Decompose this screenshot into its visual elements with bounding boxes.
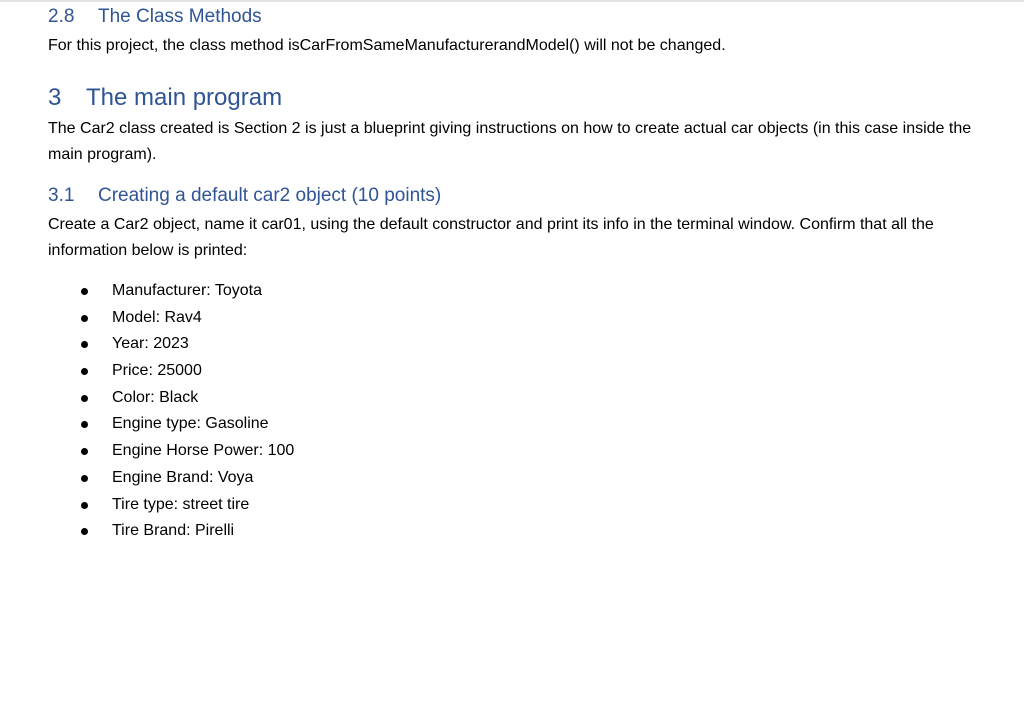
heading-title: The main program	[86, 84, 283, 111]
list-item-text: Price: 25000	[112, 362, 202, 380]
list-item-text: Model: Rav4	[112, 308, 202, 326]
bullet-icon	[81, 368, 88, 375]
heading-class-methods	[48, 6, 262, 28]
heading-title: Creating a default car2 object (10 points)	[98, 185, 442, 206]
list-item-text: Color: Black	[112, 388, 199, 406]
list-item-text: Engine type: Gasoline	[112, 415, 269, 433]
page-top-border	[0, 0, 1024, 2]
heading-title: The Class Methods	[98, 6, 262, 27]
list-item-text: Year: 2023	[112, 335, 189, 353]
bullet-icon	[81, 448, 88, 455]
heading-number: 3.1	[48, 185, 75, 206]
list-item-text: Engine Horse Power: 100	[112, 442, 295, 460]
heading-main-program	[48, 84, 282, 112]
bullet-icon	[81, 395, 88, 402]
bullet-icon	[81, 288, 88, 295]
heading-number: 3	[48, 84, 62, 111]
heading-default-car2-object	[48, 185, 441, 207]
list-item-text: Tire type: street tire	[112, 495, 250, 513]
bullet-icon	[81, 421, 88, 428]
class-methods-paragraph: For this project, the class method isCarFromSameManufacturerandModel() will not be changed.	[48, 37, 726, 54]
main-program-paragraph: The Car2 class created is Section 2 is just a blueprint giving instructions on how to create actual car objects (in this case inside the main program).	[48, 120, 972, 163]
list-item-text: Tire Brand: Pirelli	[112, 522, 235, 540]
heading-number: 2.8	[48, 6, 75, 27]
bullet-icon	[81, 528, 88, 535]
bullet-icon	[81, 315, 88, 322]
bullet-icon	[81, 502, 88, 509]
bullet-icon	[81, 475, 88, 482]
list-item-text: Manufacturer: Toyota	[112, 282, 263, 299]
default-car2-paragraph: Create a Car2 object, name it car01, using the default constructor and print its info in the terminal window. Confirm that all the information below is printed:	[48, 216, 934, 259]
list-item-text: Engine Brand: Voya	[112, 468, 254, 486]
bullet-icon	[81, 341, 88, 348]
